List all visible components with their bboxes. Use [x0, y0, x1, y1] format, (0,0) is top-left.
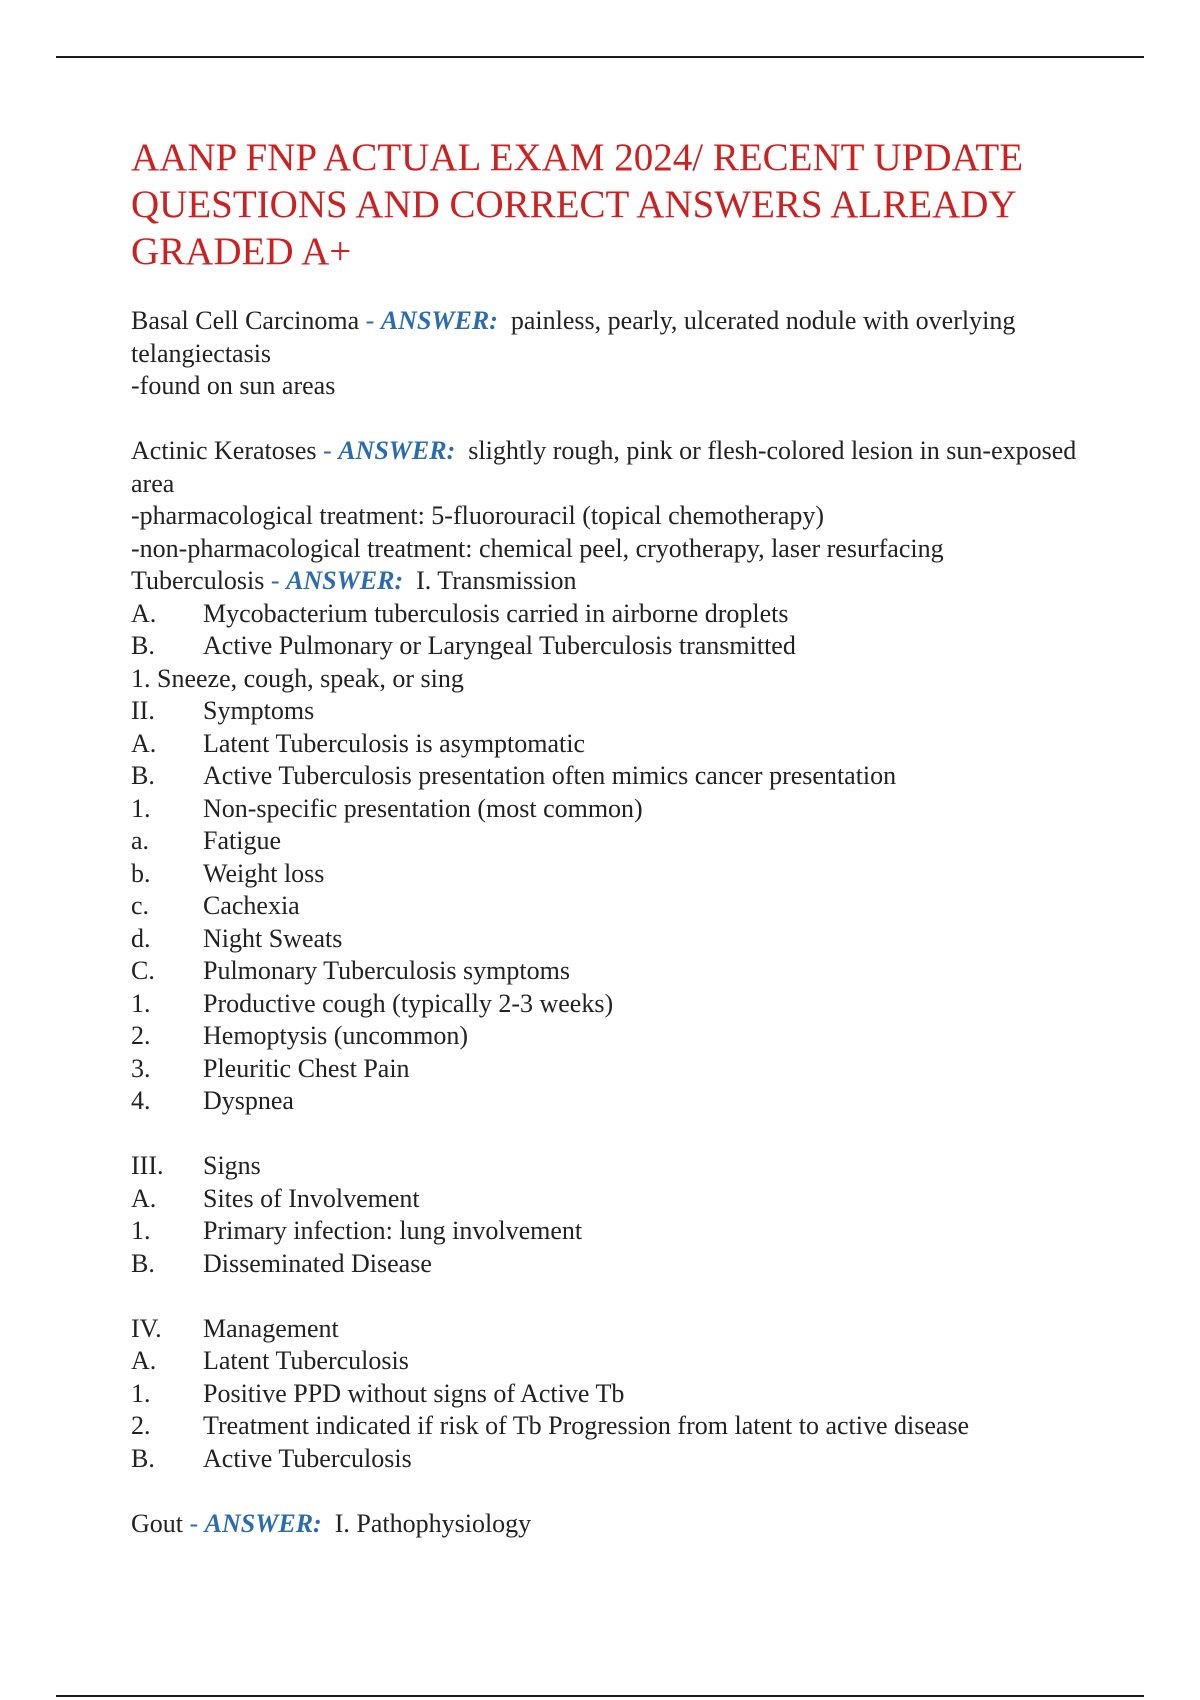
outline-item-marker: 2.: [131, 1021, 151, 1050]
outline-item-marker: 1.: [131, 1216, 151, 1245]
outline-item-marker: 1.: [131, 1378, 151, 1408]
outline-item: [131, 955, 1101, 988]
qa-note-line: -found on sun areas: [131, 371, 336, 400]
outline-item-marker: A.: [131, 1183, 157, 1213]
outline-item: [131, 1183, 1101, 1216]
outline-item-marker: B.: [131, 1248, 155, 1278]
outline-item-text: Active Pulmonary or Laryngeal Tuberculosis transmitted: [203, 631, 796, 660]
outline-item-text: Mycobacterium tuberculosis carried in airborne droplets: [203, 598, 789, 628]
outline-item-text: Management: [203, 1313, 339, 1343]
header-rule: [56, 56, 1144, 58]
qa-entry-basal-cell: [131, 305, 1101, 403]
outline-item-text: Symptoms: [203, 696, 315, 725]
outline-item-marker: b.: [131, 858, 151, 888]
outline-item: [131, 695, 1101, 728]
qa-answer: I. Transmission: [416, 566, 577, 595]
outline-item: [131, 1150, 1101, 1183]
qa-note-line: -non-pharmacological treatment: chemical peel, cryotherapy, laser resurfacing: [131, 533, 944, 563]
qa-note-line: -pharmacological treatment: 5-fluorouracil (topical chemotherapy): [131, 501, 825, 530]
outline-item: [131, 1410, 1101, 1443]
document-body: [131, 134, 1101, 1540]
outline-item-marker: B.: [131, 1443, 155, 1473]
outline-item-marker: c.: [131, 891, 150, 920]
outline-item-marker: A.: [131, 728, 157, 758]
outline-item: [131, 1313, 1101, 1346]
outline-item: [131, 663, 1101, 696]
outline-item-marker: 3.: [131, 1053, 151, 1083]
outline-item-text: Cachexia: [203, 891, 300, 920]
outline-item: [131, 923, 1101, 956]
outline-item: [131, 1443, 1101, 1476]
qa-entry-actinic-keratoses: [131, 435, 1101, 565]
outline-item-text: Productive cough (typically 2-3 weeks): [203, 988, 614, 1018]
outline-item-marker: IV.: [131, 1313, 162, 1343]
outline-item: [131, 728, 1101, 761]
outline-item-text: Fatigue: [203, 826, 281, 855]
outline-item: [131, 988, 1101, 1021]
footer-rule: [56, 1695, 1144, 1697]
outline-item-marker: a.: [131, 826, 150, 855]
outline-item-text: Pulmonary Tuberculosis symptoms: [203, 956, 570, 985]
qa-answer: painless, pearly, ulcerated nodule with overlying telangiectasis: [131, 306, 1016, 368]
outline-item-text: Treatment indicated if risk of Tb Progression from latent to active disease: [203, 1411, 970, 1440]
answer-label: ANSWER:: [338, 436, 456, 465]
outline-item-text: Active Tuberculosis presentation often mimics cancer presentation: [203, 761, 897, 790]
qa-answer: slightly rough, pink or flesh-colored lesion in sun-exposed area: [131, 436, 1077, 498]
document-title: AANP FNP ACTUAL EXAM 2024/ RECENT UPDATE QUESTIONS AND CORRECT ANSWERS ALREADY GRADED A+: [131, 136, 1024, 273]
outline-item: [131, 598, 1101, 631]
outline-item-text: Hemoptysis (uncommon): [203, 1021, 469, 1050]
outline-item-text: Pleuritic Chest Pain: [203, 1053, 410, 1083]
outline-item-text: Latent Tuberculosis is asymptomatic: [203, 728, 586, 758]
outline-item-text: Disseminated Disease: [203, 1248, 432, 1278]
outline-item-text: Positive PPD without signs of Active Tb: [203, 1378, 625, 1408]
qa-entry-tuberculosis: [131, 565, 1101, 1475]
outline-item-text: Primary infection: lung involvement: [203, 1216, 583, 1245]
answer-label: ANSWER:: [286, 566, 404, 595]
outline-item: [131, 858, 1101, 891]
outline-item: [131, 1085, 1101, 1118]
outline-item-marker: B.: [131, 631, 155, 660]
outline-item-marker: 1.: [131, 988, 151, 1018]
outline-item-text: Dyspnea: [203, 1086, 294, 1115]
outline-item-marker: A.: [131, 598, 157, 628]
qa-term: Gout: [131, 1508, 183, 1538]
outline-item-marker: 2.: [131, 1411, 151, 1440]
outline-item-marker: 4.: [131, 1086, 151, 1115]
outline-item-text: Sites of Involvement: [203, 1183, 420, 1213]
outline-item-marker: C.: [131, 956, 155, 985]
outline-item: [131, 793, 1101, 826]
outline-item: [131, 630, 1101, 663]
outline-item-marker: 1.: [131, 793, 151, 823]
outline-item-text: 1. Sneeze, cough, speak, or sing: [131, 663, 464, 693]
qa-question: Basal Cell Carcinoma - ANSWER: painless, pearly, ulcerated nodule with overlying telangiectasis: [131, 306, 1016, 368]
qa-answer: I. Pathophysiology: [334, 1508, 532, 1538]
outline-item-marker: III.: [131, 1151, 164, 1180]
outline-item-text: Weight loss: [203, 858, 325, 888]
outline-item-marker: B.: [131, 761, 155, 790]
outline-item: [131, 1020, 1101, 1053]
outline-item: [131, 1053, 1101, 1086]
outline-item-text: Signs: [203, 1151, 261, 1180]
qa-question: Gout - ANSWER: I. Pathophysiology: [131, 1508, 532, 1538]
qa-term: Actinic Keratoses: [131, 436, 317, 465]
outline-item: [131, 1248, 1101, 1281]
answer-label: ANSWER:: [380, 306, 498, 335]
qa-question: Actinic Keratoses - ANSWER: slightly rough, pink or flesh-colored lesion in sun-exposed area: [131, 436, 1077, 498]
outline-item-marker: d.: [131, 923, 151, 953]
outline-item-marker: II.: [131, 696, 155, 725]
outline-item: [131, 1345, 1101, 1378]
qa-question: Tuberculosis - ANSWER: I. Transmission: [131, 566, 577, 595]
outline-item-text: Night Sweats: [203, 923, 343, 953]
outline-item-text: Active Tuberculosis: [203, 1443, 412, 1473]
outline-transmission-symptoms: [131, 598, 1101, 1118]
outline-signs: [131, 1150, 1101, 1280]
outline-item-marker: A.: [131, 1346, 157, 1375]
outline-management: [131, 1313, 1101, 1476]
outline-item: [131, 890, 1101, 923]
outline-item: [131, 760, 1101, 793]
qa-term: Basal Cell Carcinoma: [131, 306, 360, 335]
qa-term: Tuberculosis: [131, 566, 265, 595]
outline-item: [131, 1378, 1101, 1411]
answer-label: ANSWER:: [204, 1508, 322, 1538]
outline-item: [131, 1215, 1101, 1248]
qa-entry-gout: [131, 1508, 1101, 1541]
outline-item-text: Non-specific presentation (most common): [203, 793, 643, 823]
outline-item: [131, 825, 1101, 858]
outline-item-text: Latent Tuberculosis: [203, 1346, 409, 1375]
